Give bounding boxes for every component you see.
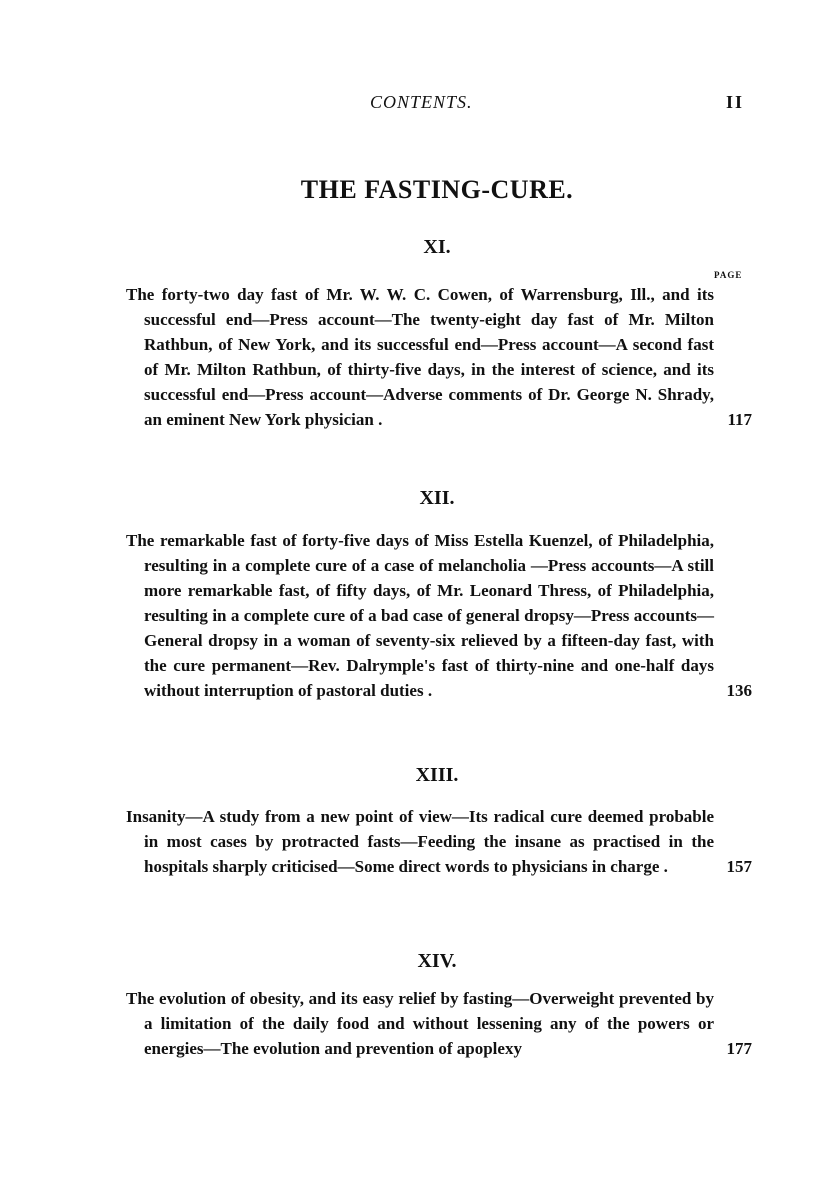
contents-entry-xii: [126, 528, 752, 703]
contents-entry-xi: [126, 282, 752, 432]
contents-entry-xiii: [126, 804, 752, 879]
entry-description: The evolution of obesity, and its easy relief by fasting—Overweight prevented by a limitation of the daily food and without lessening any of the powers or energies—The evolution and prevention of apoplexy: [126, 989, 714, 1058]
page-column-label: PAGE: [714, 270, 743, 280]
running-head: [0, 92, 840, 116]
contents-entry-xiv: [126, 986, 752, 1061]
chapter-numeral-xii: XII.: [419, 487, 455, 509]
chapter-numeral-xiii: XIII.: [415, 764, 459, 786]
main-title: THE FASTING-CURE.: [300, 175, 574, 204]
entry-description: The forty-two day fast of Mr. W. W. C. Cowen, of Warrensburg, Ill., and its successful end—Press account—The twenty-eight day fast of Mr. Milton Rathbun, of New York, and its successful end—Press account—A second fast of Mr. Milton Rathbun, of thirty-five days, in the interest of science, and its successful end—Press account—Adverse comments of Dr. George N. Shrady, an eminent New York physician .: [126, 285, 714, 429]
chapter-numeral-xiv: XIV.: [417, 950, 457, 972]
running-title: CONTENTS.: [370, 92, 473, 112]
entry-page-number: 157: [726, 857, 752, 876]
entry-description: The remarkable fast of forty-five days of Miss Estella Kuenzel, of Philadelphia, resulting in a complete cure of a case of melancholia —Press accounts—A still more remarkable fast, of fifty days, of Mr. Leonard Thress, of Philadelphia, resulting in a complete cure of a bad case of general dropsy—Press accounts—General dropsy in a woman of seventy-six relieved by a fifteen-day fast, with the cure permanent—Rev. Dalrymple's fast of thirty-nine and one-half days without interruption of pastoral duties .: [126, 531, 714, 700]
page-number: II: [726, 92, 745, 112]
entry-page-number: 117: [727, 410, 752, 429]
entry-description: Insanity—A study from a new point of view—Its radical cure deemed probable in most cases by protracted fasts—Feeding the insane as practised in the hospitals sharply criticised—Some direct words to physicians in charge .: [126, 807, 714, 876]
entry-page-number: 136: [726, 681, 752, 700]
chapter-numeral-xi: XI.: [423, 236, 451, 258]
entry-page-number: 177: [726, 1039, 752, 1058]
